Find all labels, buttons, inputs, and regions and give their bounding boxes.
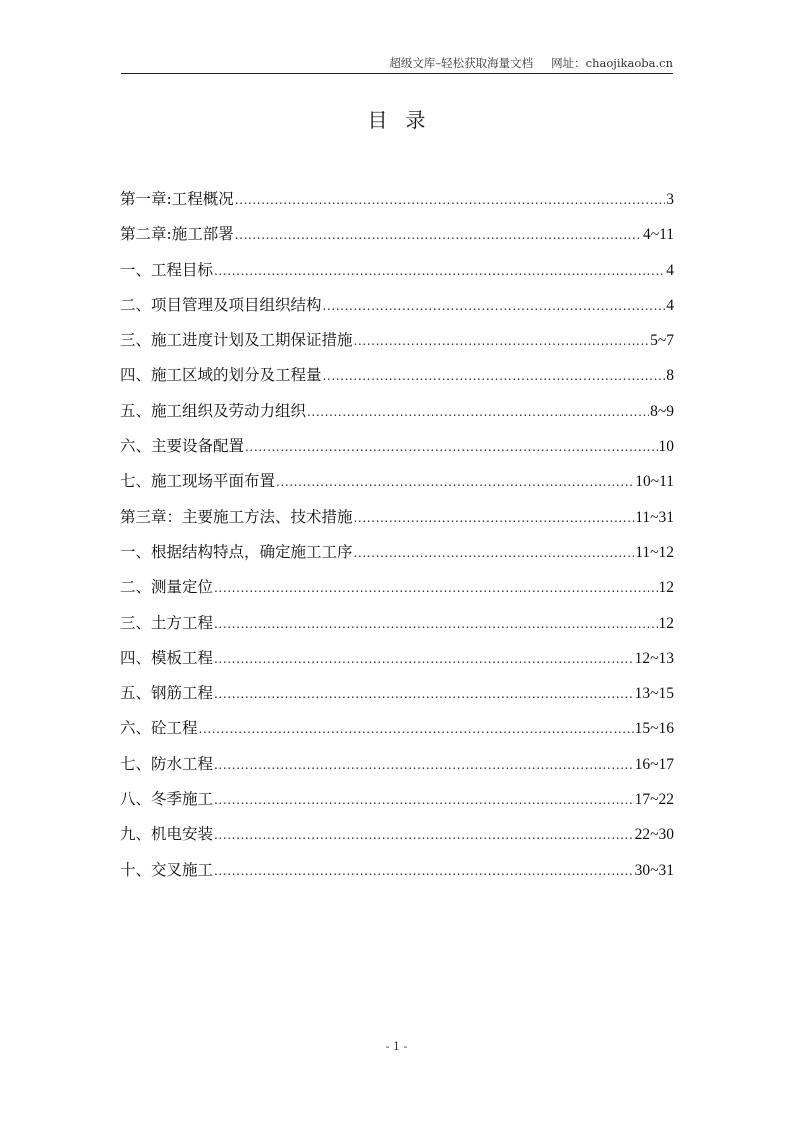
toc-label: 六、砼工程 — [120, 719, 198, 738]
leader-dots — [245, 440, 657, 454]
toc-entry[interactable] — [120, 434, 674, 469]
leader-dots — [354, 511, 635, 525]
page-number: - 1 - — [385, 1040, 408, 1053]
toc-label: 第一章:工程概况 — [120, 190, 234, 208]
toc-page: 12 — [658, 579, 674, 597]
toc-entry[interactable] — [120, 505, 674, 540]
toc-entry[interactable] — [120, 540, 674, 575]
toc-page: 12~13 — [634, 649, 674, 667]
toc-label: 第二章:施工部署 — [120, 225, 234, 244]
leader-dots — [199, 722, 634, 736]
toc-label: 四、模板工程 — [120, 648, 214, 667]
toc-entry[interactable] — [120, 187, 674, 222]
leader-dots — [214, 264, 665, 278]
toc-entry[interactable] — [120, 575, 674, 610]
toc-entry[interactable] — [120, 363, 674, 398]
toc-entry[interactable] — [120, 716, 674, 751]
toc-page: 8 — [666, 367, 674, 385]
leader-dots — [235, 228, 642, 242]
toc-entry[interactable] — [120, 328, 674, 363]
toc-page: 5~7 — [650, 332, 674, 350]
leader-dots — [214, 581, 657, 595]
page-title: 目录 — [367, 108, 444, 132]
toc-label: 一、根据结构特点，确定施工工序 — [120, 542, 353, 561]
leader-dots — [214, 758, 634, 772]
toc-label: 一、工程目标 — [120, 260, 214, 279]
toc-entry[interactable] — [120, 858, 674, 893]
table-of-contents — [120, 187, 674, 893]
toc-label: 五、施工组织及劳动力组织 — [120, 401, 307, 420]
leader-dots — [323, 369, 666, 383]
toc-page: 8~9 — [650, 402, 674, 420]
toc-label: 六、主要设备配置 — [120, 437, 245, 456]
toc-page: 22~30 — [634, 826, 674, 844]
toc-page: 3 — [666, 191, 674, 208]
toc-entry[interactable] — [120, 822, 674, 857]
toc-page: 30~31 — [634, 861, 674, 879]
leader-dots — [214, 652, 634, 666]
toc-entry[interactable] — [120, 787, 674, 822]
leader-dots — [323, 299, 666, 313]
leader-dots — [214, 617, 657, 631]
toc-entry[interactable] — [120, 469, 674, 504]
toc-entry[interactable] — [120, 752, 674, 787]
leader-dots — [276, 475, 634, 489]
toc-page: 11~31 — [635, 508, 674, 526]
leader-dots — [235, 193, 666, 207]
leader-dots — [354, 334, 650, 348]
page-header — [121, 55, 673, 74]
header-url: 网址：chaojikaoba.cn — [551, 56, 673, 70]
toc-label: 四、施工区域的划分及工程量 — [120, 366, 322, 385]
leader-dots — [307, 405, 649, 419]
toc-label: 三、施工进度计划及工期保证措施 — [120, 331, 353, 350]
leader-dots — [214, 793, 634, 807]
toc-label: 二、测量定位 — [120, 578, 214, 597]
toc-entry[interactable] — [120, 611, 674, 646]
toc-page: 4~11 — [642, 226, 674, 244]
leader-dots — [214, 864, 634, 878]
header-site-name: 超级文库–轻松获取海量文档 — [389, 56, 534, 70]
leader-dots — [214, 687, 634, 701]
toc-page: 11~12 — [635, 543, 674, 561]
toc-label: 三、土方工程 — [120, 613, 214, 632]
leader-dots — [214, 828, 634, 842]
toc-label: 八、冬季施工 — [120, 790, 214, 809]
toc-page: 12 — [658, 614, 674, 632]
toc-entry[interactable] — [120, 646, 674, 681]
toc-label: 二、项目管理及项目组织结构 — [120, 295, 322, 314]
toc-page: 4 — [666, 261, 674, 279]
toc-page: 4 — [666, 296, 674, 314]
toc-page: 10 — [658, 438, 674, 456]
toc-label: 五、钢筋工程 — [120, 684, 214, 703]
toc-page: 13~15 — [634, 685, 674, 703]
toc-label: 七、施工现场平面布置 — [120, 472, 276, 491]
toc-entry[interactable] — [120, 293, 674, 328]
toc-entry[interactable] — [120, 222, 674, 257]
toc-page: 10~11 — [635, 473, 674, 491]
toc-entry[interactable] — [120, 681, 674, 716]
toc-entry[interactable] — [120, 258, 674, 293]
toc-page: 16~17 — [634, 755, 674, 773]
header-text — [389, 55, 673, 71]
leader-dots — [354, 546, 635, 560]
toc-page: 15~16 — [634, 720, 674, 738]
toc-label: 七、防水工程 — [120, 754, 214, 773]
toc-entry[interactable] — [120, 399, 674, 434]
toc-label: 第三章：主要施工方法、技术措施 — [120, 507, 353, 526]
toc-label: 十、交叉施工 — [120, 860, 214, 879]
toc-label: 九、机电安装 — [120, 825, 214, 844]
toc-page: 17~22 — [634, 791, 674, 809]
